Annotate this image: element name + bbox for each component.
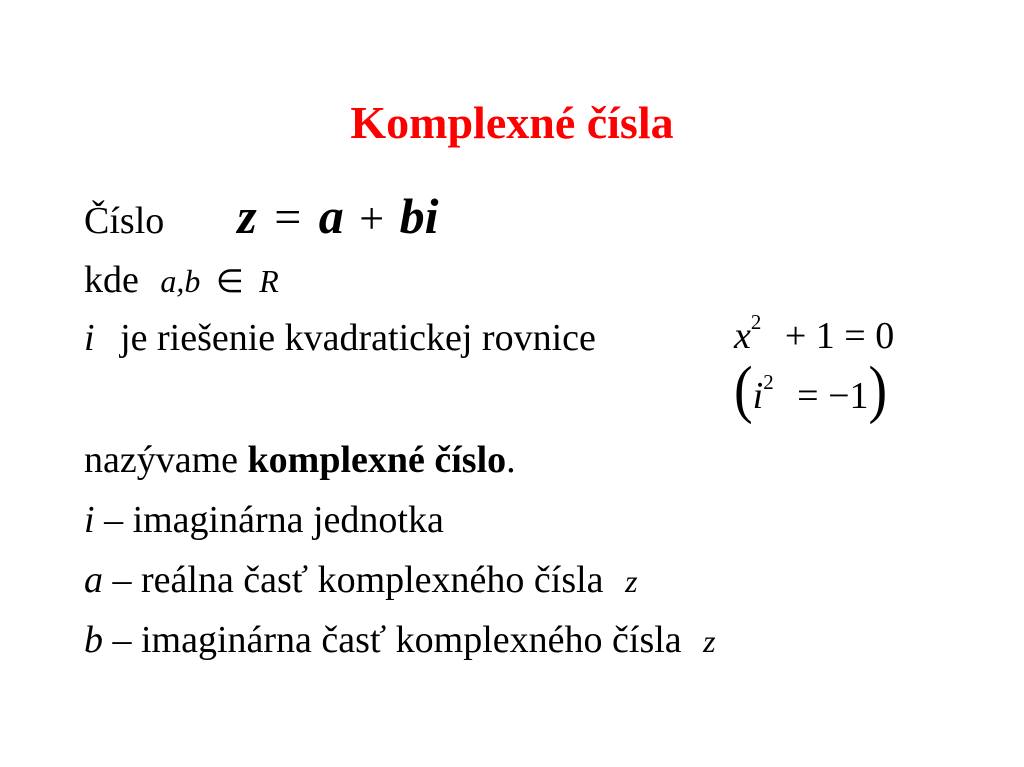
formula-plus: +	[359, 194, 385, 243]
element-of-symbol: ∈	[215, 263, 244, 299]
naming-text: nazývame	[84, 439, 239, 481]
solution-line	[84, 314, 596, 362]
eq-rest: + 1 = 0	[784, 315, 895, 357]
formula-equals: =	[274, 191, 302, 244]
slide-title: Komplexné čísla	[350, 97, 674, 148]
imaginary-unit-text: – imaginárna jednotka	[104, 499, 444, 541]
var-a: a	[84, 559, 103, 601]
formula-a: a	[318, 188, 344, 244]
eq-i-rest: = −1	[797, 375, 869, 417]
var-i-2: i	[84, 499, 95, 541]
var-i: i	[84, 317, 95, 359]
real-part-line	[84, 556, 638, 605]
eq-x: x	[734, 315, 751, 357]
definition-label: Číslo	[84, 200, 165, 242]
formula-bi: bi	[399, 188, 439, 244]
eq-x-exponent: 2	[750, 310, 762, 335]
var-b: b	[84, 619, 103, 661]
formula-z: z	[237, 188, 257, 244]
formula-R: R	[259, 263, 279, 299]
var-z-1: z	[625, 563, 638, 599]
quadratic-equation	[734, 312, 894, 360]
real-part-text: – reálna časť komplexného čísla	[112, 559, 604, 601]
var-z-2: z	[703, 623, 716, 659]
eq-i-exponent: 2	[763, 370, 774, 395]
imaginary-part-text: – imaginárna časť komplexného čísla	[112, 619, 682, 661]
close-paren: )	[868, 354, 888, 426]
imaginary-unit-equation	[734, 354, 888, 426]
domain-label: kde	[84, 259, 139, 301]
solution-text: je riešenie kvadratickej rovnice	[120, 317, 596, 359]
eq-i: i	[752, 375, 764, 417]
formula-ab: a,b	[160, 263, 201, 299]
definition-line	[84, 188, 439, 245]
naming-term: komplexné číslo	[247, 439, 507, 481]
imaginary-unit-line	[84, 496, 444, 544]
domain-line	[84, 256, 279, 305]
naming-line	[84, 436, 516, 484]
naming-period: .	[506, 439, 516, 481]
imaginary-part-line	[84, 616, 716, 665]
open-paren: (	[734, 354, 753, 426]
